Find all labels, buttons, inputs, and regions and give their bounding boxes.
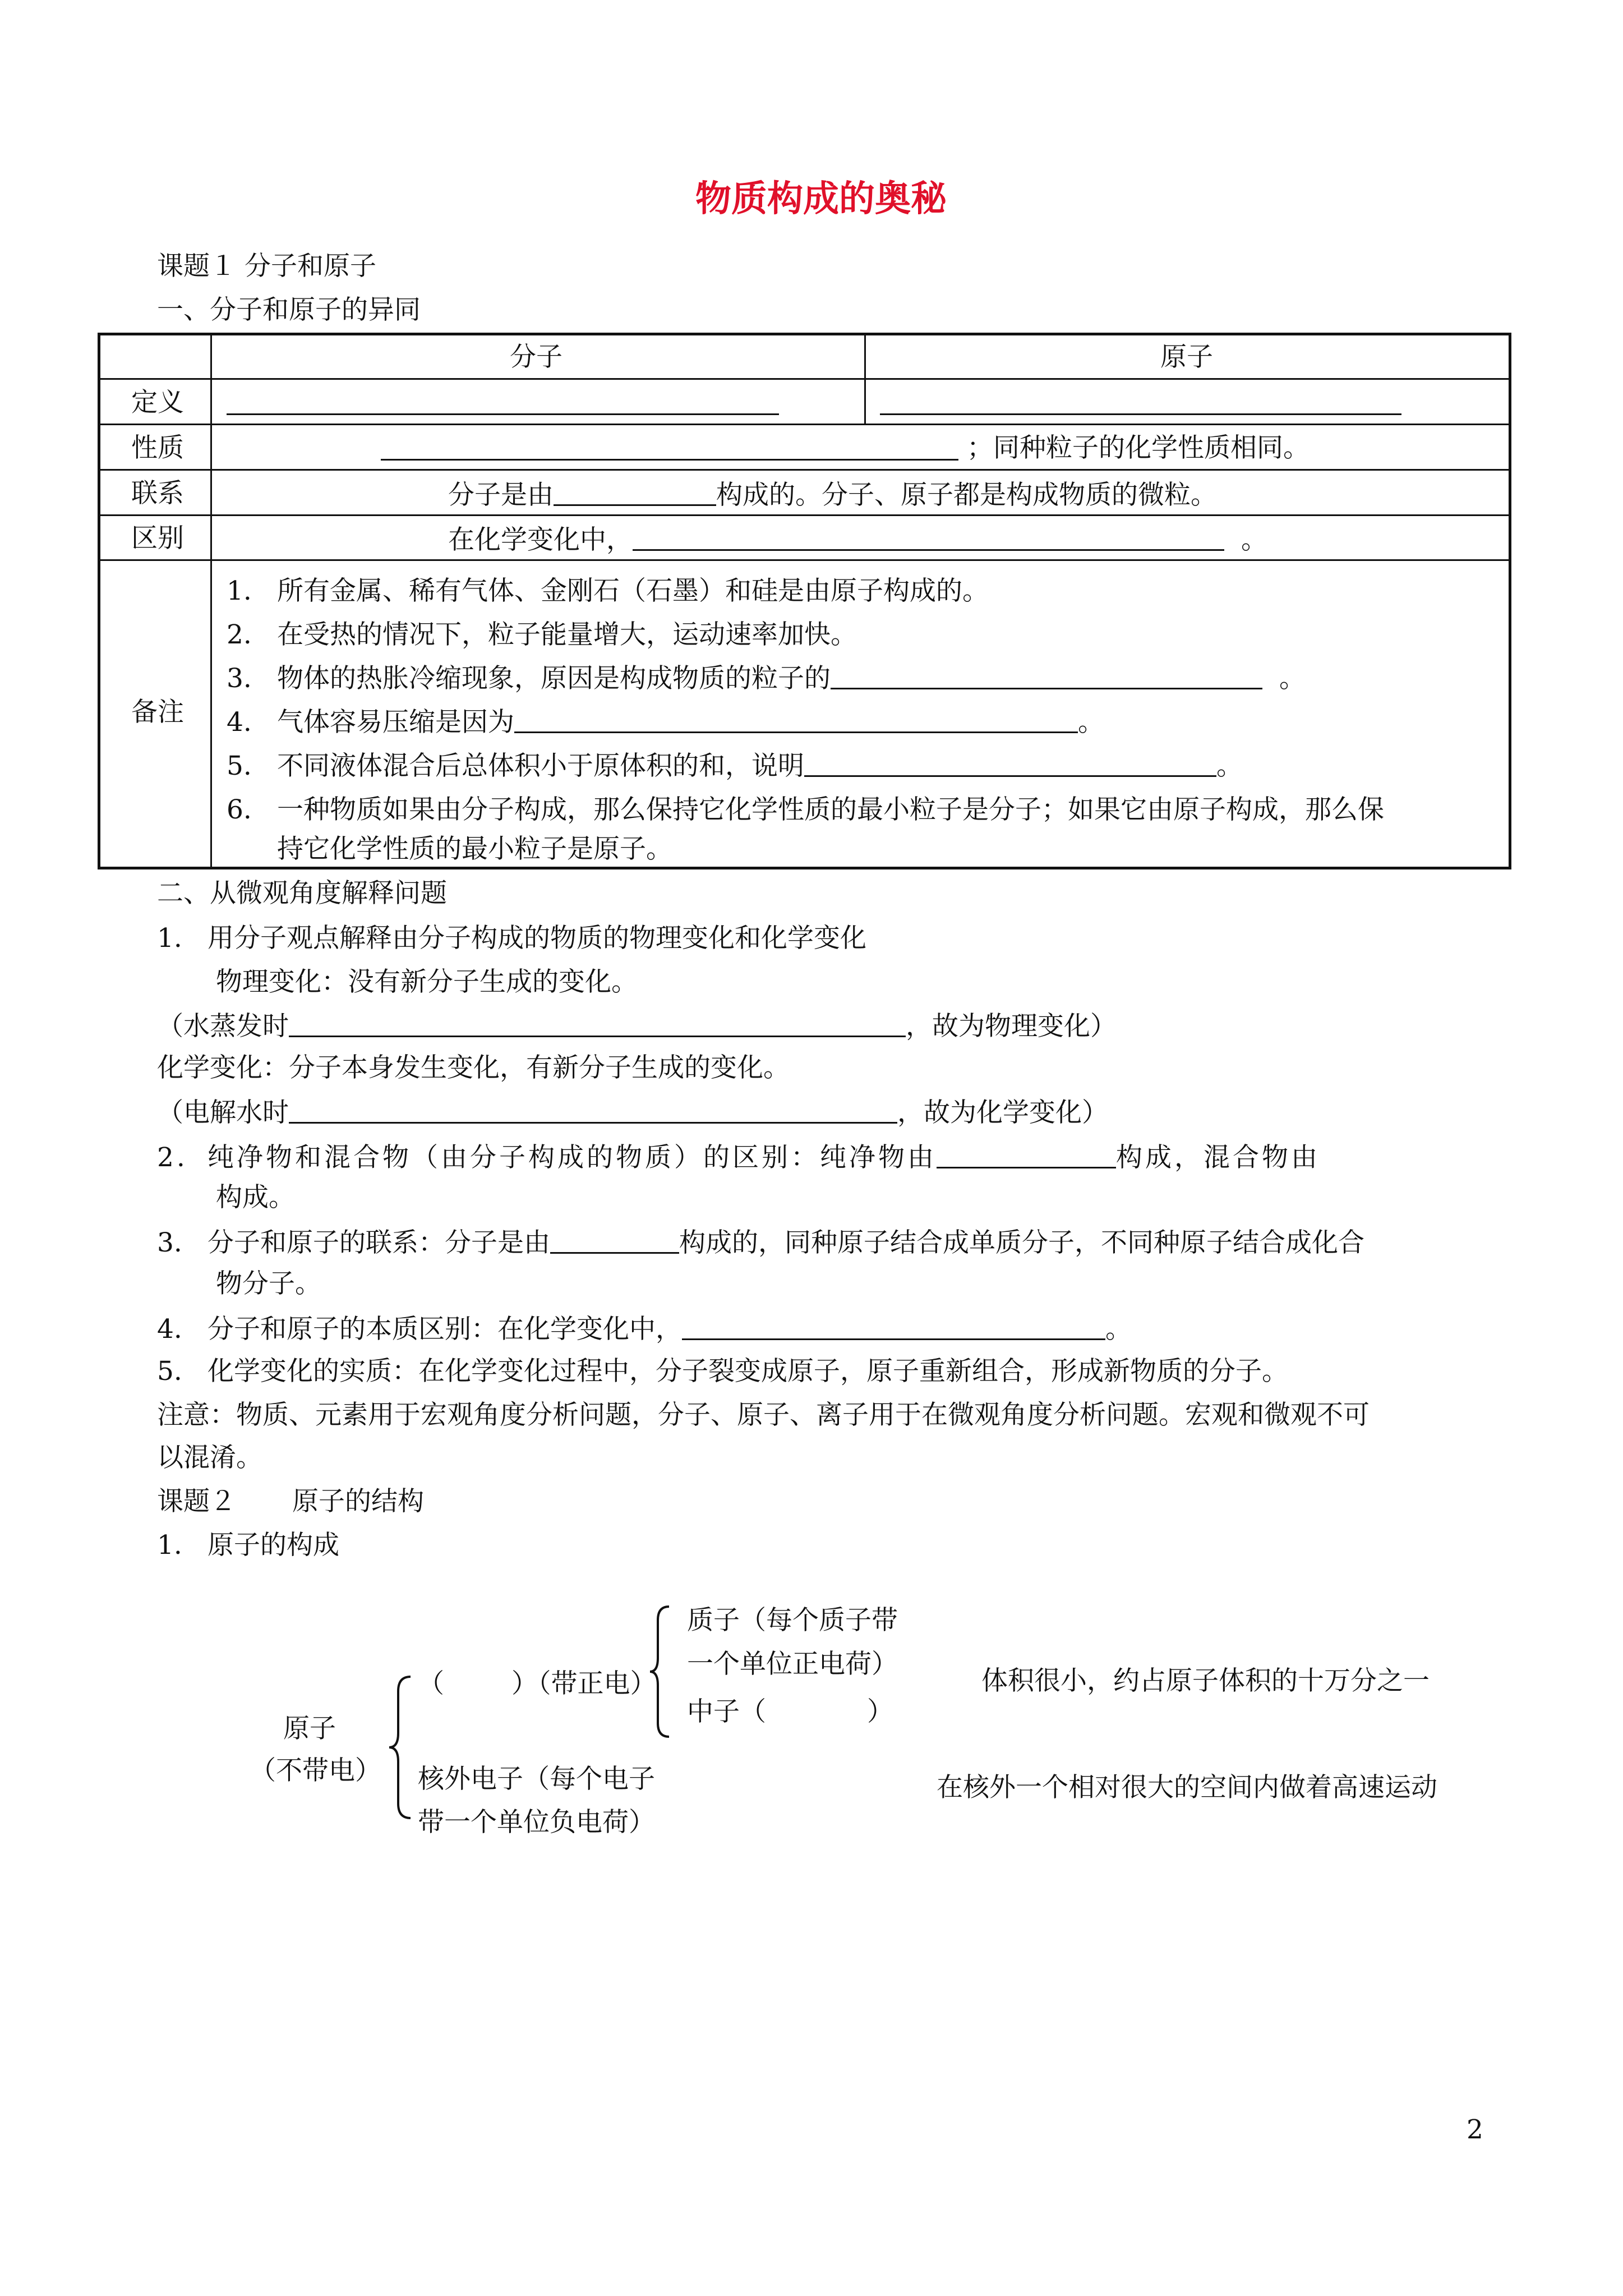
proton-label: 质子（每个质子带 [687,1605,898,1636]
note-1: 1. 所有金属、稀有气体、金刚石（石墨）和硅是由原子构成的。 [227,576,989,606]
row-label-property: 性质 [131,432,184,463]
water-evaporation-blank[interactable] [289,1010,906,1037]
page-title: 物质构成的奥秘 [695,178,947,220]
row-label-notes: 备注 [131,697,184,728]
lesson2-heading: 课题２ 原子的结构 [157,1486,424,1517]
atom-label: 原子 [283,1713,336,1744]
note-2: 2. 在受热的情况下，粒子能量增大，运动速率加快。 [227,619,857,650]
section2-heading: 二、从微观角度解释问题 [157,878,447,909]
item-5: 5. 化学变化的实质：在化学变化过程中，分子裂变成原子，原子重新组合，形成新物质的分子。 [157,1356,1288,1387]
neutron-label: 中子（ ） [687,1696,893,1727]
comparison-table [98,333,1511,869]
item-3-cont: 物分子。 [216,1268,321,1299]
proton-label-cont: 一个单位正电荷） [687,1649,898,1680]
attention-note: 注意：物质、元素用于宏观角度分析问题，分子、原子、离子用于在微观角度分析问题。宏观和微观不可 [157,1400,1370,1430]
difference-blank[interactable] [633,523,1224,551]
note-5: 5. 不同液体混合后总体积小于原体积的和，说明 。 [227,751,1243,781]
relation-post: 构成的。分子、原子都是构成物质的微粒。 [716,480,1217,510]
item-2-blank[interactable] [937,1141,1116,1168]
electrolysis-blank[interactable] [289,1096,897,1124]
note-6: 6. 一种物质如果由分子构成，那么保持它化学性质的最小粒子是分子；如果它由原子构成，那么保 [227,794,1384,825]
item-4: 4. 分子和原子的本质区别：在化学变化中， 。 [157,1314,1132,1345]
row-label-relation: 联系 [131,478,184,509]
page-number: 2 [1467,2114,1483,2145]
note-3-blank[interactable] [831,662,1262,689]
item-3: 3. 分子和原子的联系：分子是由 构成的，同种原子结合成单质分子，不同种原子结合成化合 [157,1227,1364,1258]
note-4-blank[interactable] [514,706,1078,733]
nucleus: （ ）（带正电） [418,1668,657,1699]
header-atom: 原子 [1160,342,1213,372]
physical-change: 物理变化：没有新分子生成的变化。 [216,967,638,997]
attention-note-cont: 以混淆。 [157,1442,262,1473]
note-3: 3. 物体的热胀冷缩现象，原因是构成物质的粒子的 。 [227,663,1306,694]
property-text: ；同种粒子的化学性质相同。 [967,432,1310,463]
nucleus-description: 体积很小，约占原子体积的十万分之一 [981,1665,1430,1696]
atom-brace [387,1674,415,1820]
row-label-difference: 区别 [131,523,184,554]
atom-charge-note: （不带电） [250,1755,381,1786]
item-4-blank[interactable] [682,1313,1105,1340]
item-2-cont: 构成。 [216,1182,295,1213]
electron-label: 核外电子（每个电子 [418,1764,655,1795]
header-molecule: 分子 [510,342,562,372]
property-blank[interactable] [381,433,958,465]
difference-text [448,523,1267,555]
electron-label-cont: 带一个单位负电荷） [418,1807,655,1838]
electron-description: 在核外一个相对很大的空间内做着高速运动 [937,1772,1437,1803]
item-2: 2. 纯净物和混合物（由分子构成的物质）的区别：纯净物由 构成，混合物由 [157,1142,1320,1173]
difference-pre: 在化学变化中， [448,524,633,555]
note-4: 4. 气体容易压缩是因为 。 [227,707,1104,738]
lesson1-heading: 课题１ 分子和原子 [157,251,376,282]
note-6-cont: 持它化学性质的最小粒子是原子。 [277,834,672,864]
relation-blank[interactable] [554,478,716,506]
definition-molecule-blank[interactable] [227,388,779,420]
electrolysis: （电解水时 ，故为化学变化） [157,1097,1108,1128]
lesson2-item-1: 1. 原子的构成 [157,1530,339,1561]
item-3-blank[interactable] [550,1226,679,1254]
nucleus-brace [648,1604,672,1739]
note-5-blank[interactable] [804,749,1216,777]
chemical-change: 化学变化：分子本身发生变化，有新分子生成的变化。 [157,1052,790,1083]
difference-post: 。 [1241,524,1267,555]
definition-atom-blank[interactable] [880,388,1401,420]
relation-text [448,478,1217,510]
water-evaporation: （水蒸发时 ，故为物理变化） [157,1011,1117,1042]
relation-pre: 分子是由 [448,480,554,510]
row-label-definition: 定义 [131,387,184,418]
item-1: 1. 用分子观点解释由分子构成的物质的物理变化和化学变化 [157,923,866,954]
section1-heading: 一、分子和原子的异同 [157,295,421,325]
